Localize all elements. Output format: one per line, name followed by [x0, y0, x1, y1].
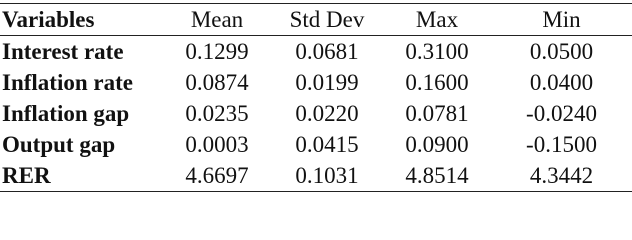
cell-min: 4.3442 [529, 163, 594, 188]
header-variables: Variables [2, 7, 95, 32]
row-variable-name: Inflation gap [2, 101, 130, 126]
table-row [0, 98, 632, 129]
cell-max: 4.8514 [405, 163, 469, 188]
table-header-row [0, 4, 632, 36]
cell-max: 0.0900 [405, 132, 469, 157]
table-row [0, 67, 632, 98]
cell-std-dev: 0.0681 [295, 39, 359, 64]
cell-std-dev: 0.0415 [295, 132, 359, 157]
table-row [0, 160, 632, 192]
cell-mean: 4.6697 [185, 163, 249, 188]
cell-mean: 0.0003 [185, 132, 249, 157]
cell-min: -0.0240 [526, 101, 597, 126]
cell-max: 0.3100 [405, 39, 469, 64]
summary-statistics-table [0, 3, 632, 192]
cell-std-dev: 0.1031 [295, 163, 359, 188]
cell-max: 0.1600 [405, 70, 469, 95]
header-mean: Mean [190, 7, 244, 32]
cell-min: 0.0400 [529, 70, 594, 95]
cell-mean: 0.0874 [185, 70, 249, 95]
cell-std-dev: 0.0220 [295, 101, 359, 126]
table-row [0, 129, 632, 160]
cell-mean: 0.1299 [185, 39, 249, 64]
table-row [0, 36, 632, 68]
cell-std-dev: 0.0199 [295, 70, 359, 95]
row-variable-name: RER [2, 163, 51, 188]
cell-min: -0.1500 [526, 132, 597, 157]
header-std-dev: Std Dev [289, 7, 365, 32]
row-variable-name: Output gap [2, 132, 116, 157]
header-max: Max [415, 7, 459, 32]
cell-min: 0.0500 [529, 39, 594, 64]
header-min: Min [542, 7, 581, 32]
row-variable-name: Inflation rate [2, 70, 133, 95]
cell-max: 0.0781 [405, 101, 469, 126]
cell-mean: 0.0235 [185, 101, 249, 126]
row-variable-name: Interest rate [2, 39, 124, 64]
